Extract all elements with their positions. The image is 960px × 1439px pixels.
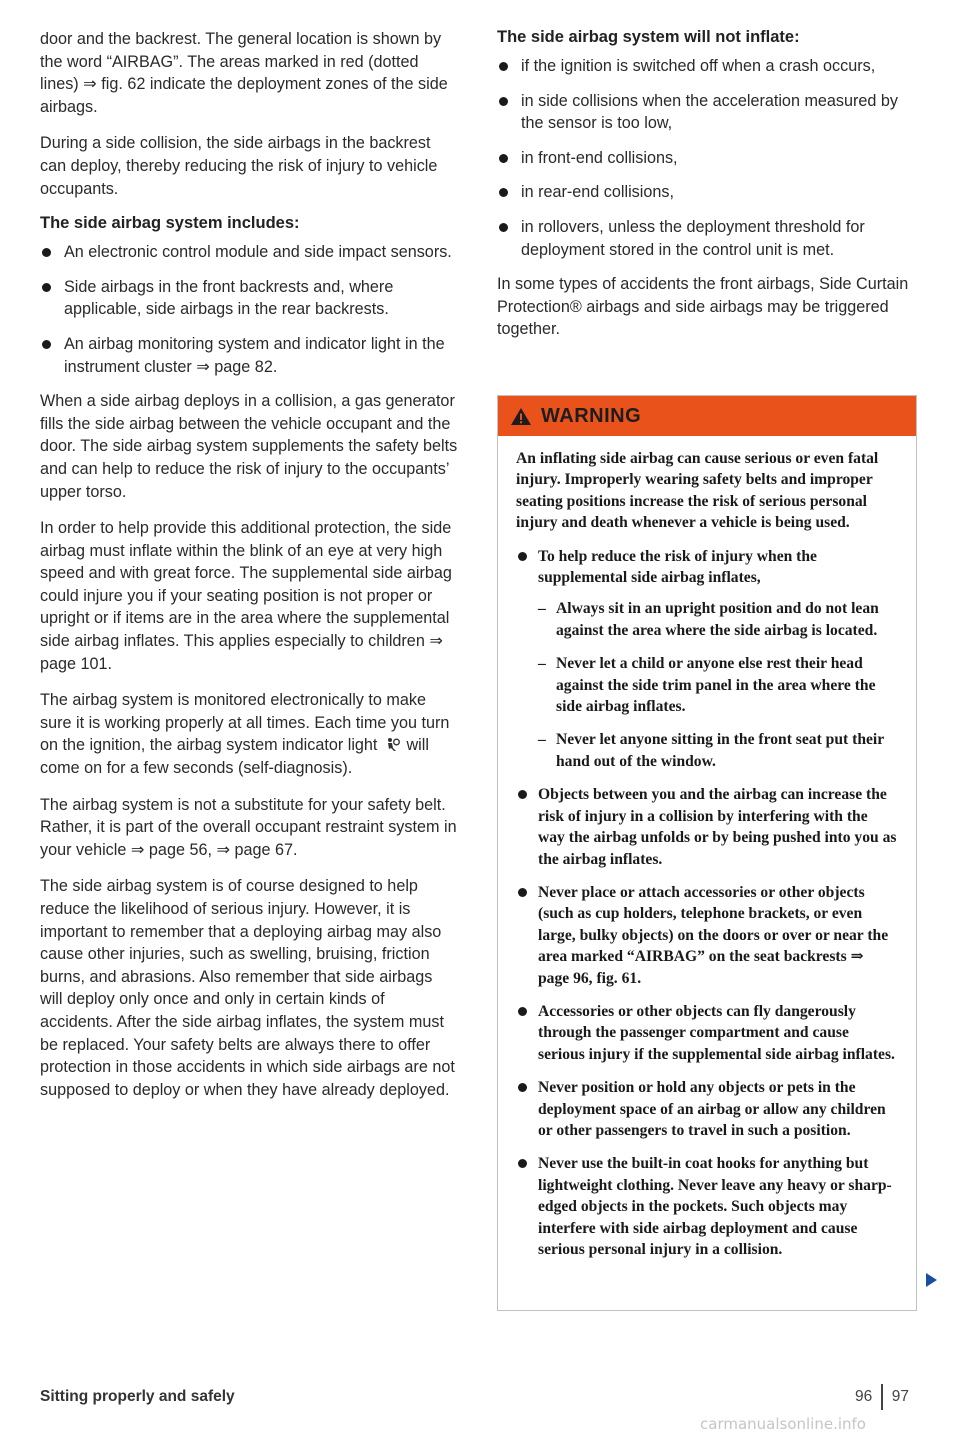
dash-item: – Never let anyone sitting in the front seat put their hand out of the window. [538,729,898,772]
heading-will-not-inflate: The side airbag system will not inflate: [497,28,800,46]
watermark: carmanualsonline.info [700,1415,866,1433]
paragraph-restraint-system: The airbag system is not a substitute for your safety belt. Rather, it is part of the overall occupant restraint system in your vehicle ⇒ page 56, ⇒ page 67. [40,795,457,859]
heading-system-includes: The side airbag system includes: [40,214,300,233]
warning-header [498,396,916,436]
dash-item: – Always sit in an upright position and do not lean against the area where the side airbag is located. [538,598,898,641]
self-diagnosis-text-start: The airbag system is monitored electronically to make sure it is working properly at all times. Each time you turn on the ignition, the airbag system indicator light [40,691,450,755]
airbag-indicator-icon [384,737,400,752]
warning-item-reduce-risk [516,546,898,773]
list-item: if the ignition is switched off when a crash occurs, [497,55,917,78]
warning-item: Never use the built-in coat hooks for anything but lightweight clothing. Never leave any heavy or sharp-edged objects in the pockets. Such objects may interfere with side airbag deployment and cause serious personal injury in a collision. [516,1153,898,1260]
warning-triangle-icon [510,407,532,426]
list-item: An airbag monitoring system and indicator light in the instrument cluster ⇒ page 82. [40,333,458,378]
dash-item: – Never let a child or anyone else rest their head against the side trim panel in the area where the side airbag inflates. [538,653,898,717]
list-item: Side airbags in the front backrests and, where applicable, side airbags in the rear backrests. [40,276,458,321]
warning-box [497,395,917,1311]
page-number-right: 97 [891,1388,909,1405]
continue-arrow-icon [926,1273,937,1287]
warning-title: WARNING [541,404,642,427]
warning-body [498,436,916,1260]
page-numbers [855,1384,909,1410]
section-title-footer: Sitting properly and safely [40,1388,235,1405]
list-item: in rollovers, unless the deployment threshold for deployment stored in the control unit is met. [497,216,917,261]
warning-item: Never position or hold any objects or pets in the deployment space of an airbag or allow any children or other passengers to travel in such a position. [516,1077,898,1141]
not-inflate-list [497,55,917,261]
self-diagnosis-text-end: will come on for a few seconds (self-diagnosis). [40,736,429,778]
page-number-left: 96 [855,1388,873,1405]
paragraph-deployment-zones: door and the backrest. The general location is shown by the word “AIRBAG”. The areas marked in red (dotted lines) ⇒ fig. 62 indicate the deployment zones of the side airbags. [40,30,448,116]
warning-item: Accessories or other objects can fly dangerously through the passenger compartment and cause serious injury if the supplemental side airbag inflates. [516,1001,898,1065]
warning-item: Never place or attach accessories or other objects (such as cup holders, telephone brackets, or even large, bulky objects) on the doors or over or near the area marked “AIRBAG” on the seat backrests ⇒ page 96, fig. 61. [516,882,898,989]
list-item: in front-end collisions, [497,147,917,170]
warning-item: Objects between you and the airbag can increase the risk of injury in a collision by interfering with the way the airbag unfolds or by being pushed into you as the airbag inflates. [516,784,898,870]
paragraph-inflate-speed: In order to help provide this additional protection, the side airbag must inflate within the blink of an eye at very high speed and with great force. The supplemental side airbag could injure you if your seating position is not proper or upright or if items are in the area where the supplemental side airbag inflates. This applies especially to children ⇒ page 101. [40,519,452,673]
warning-list [516,546,898,1261]
left-column [40,28,458,1115]
paragraph-other-injuries: The side airbag system is of course designed to help reduce the likelihood of serious injury. However, it is important to remember that a deploying airbag may also cause other injuries, such as swelling, bruising, friction burns, and abrasions. Also remember that side airbags will deploy only once and only in certain kinds of accidents. After the side airbag inflates, the system must be replaced. Your safety belts are always there to offer protection in those accidents in which side airbags are not supposed to deploy or when they have already deployed. [40,877,455,1099]
includes-list [40,241,458,378]
list-item: in side collisions when the acceleration measured by the sensor is too low, [497,90,917,135]
paragraph-triggered-together: In some types of accidents the front airbags, Side Curtain Protection® airbags and side airbags may be triggered together. [497,275,909,339]
paragraph-side-collision: During a side collision, the side airbags in the backrest can deploy, thereby reducing the risk of injury to vehicle occupants. [40,134,438,198]
right-column [497,28,917,355]
warning-dash-list [538,598,898,772]
list-item: An electronic control module and side impact sensors. [40,241,458,264]
list-item: in rear-end collisions, [497,181,917,204]
warning-item-text: To help reduce the risk of injury when the supplemental side airbag inflates, [538,547,817,587]
page-separator [881,1384,883,1410]
paragraph-gas-generator: When a side airbag deploys in a collision, a gas generator fills the side airbag between the vehicle occupant and the door. The side airbag system supplements the safety belts and can help to reduce the risk of injury to the occupants’ upper torso. [40,392,458,501]
warning-intro: An inflating side airbag can cause serious or even fatal injury. Improperly wearing safety belts and improper seating positions increase the risk of serious personal injury and death whenever a vehicle is being used. [516,450,879,532]
paragraph-self-diagnosis [40,689,458,779]
